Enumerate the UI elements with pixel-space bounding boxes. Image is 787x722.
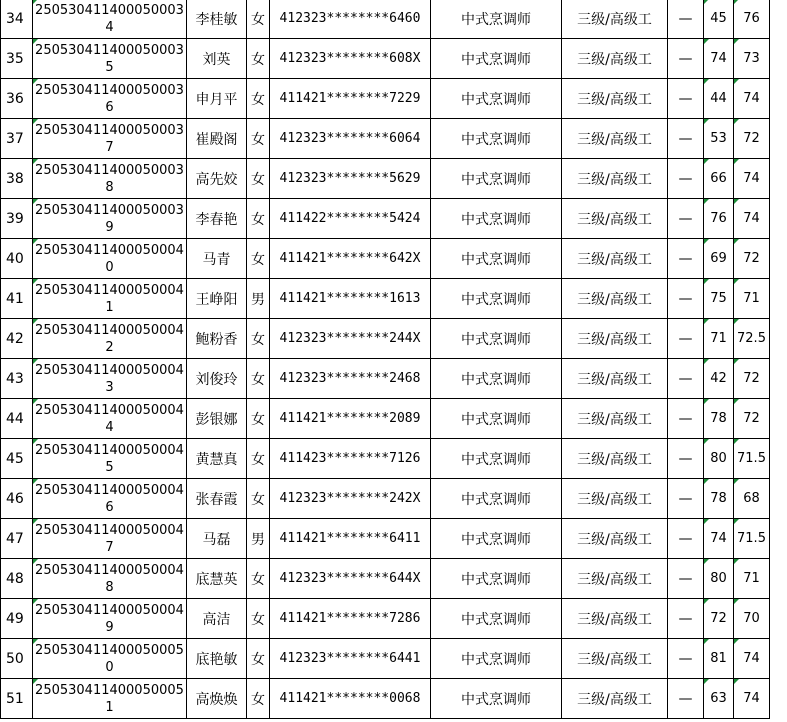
- cell-score-1[interactable]: 78: [704, 399, 734, 439]
- cell-name[interactable]: 黄慧真: [187, 439, 247, 479]
- cell-name[interactable]: 高洁: [187, 599, 247, 639]
- cell-score-1[interactable]: 44: [704, 79, 734, 119]
- cell-name[interactable]: 高焕焕: [187, 679, 247, 719]
- cell-name[interactable]: 张春霞: [187, 479, 247, 519]
- table-row: [1, 599, 770, 639]
- cell-registration-number[interactable]: 2505304114000500046: [33, 479, 187, 519]
- cell-id-number[interactable]: 412323********2468: [270, 359, 431, 399]
- table-row: [1, 639, 770, 679]
- cell-score-2[interactable]: 71.5: [734, 439, 770, 479]
- cell-name[interactable]: 高先姣: [187, 159, 247, 199]
- cell-row-number[interactable]: 49: [1, 599, 33, 639]
- table-row: [1, 479, 770, 519]
- cell-row-number[interactable]: 40: [1, 239, 33, 279]
- cell-gender[interactable]: 女: [247, 0, 270, 39]
- cell-mark[interactable]: —: [668, 79, 704, 119]
- cell-registration-number[interactable]: 2505304114000500034: [33, 0, 187, 39]
- table-row: [1, 39, 770, 79]
- cell-occupation[interactable]: 中式烹调师: [431, 479, 562, 519]
- cell-row-number[interactable]: 36: [1, 79, 33, 119]
- cell-id-number[interactable]: 411422********5424: [270, 199, 431, 239]
- cell-registration-number[interactable]: 2505304114000500036: [33, 79, 187, 119]
- cell-registration-number[interactable]: 2505304114000500048: [33, 559, 187, 599]
- cell-registration-number[interactable]: 2505304114000500044: [33, 399, 187, 439]
- cell-mark[interactable]: —: [668, 439, 704, 479]
- cell-name[interactable]: 李桂敏: [187, 0, 247, 39]
- cell-registration-number[interactable]: 2505304114000500037: [33, 119, 187, 159]
- cell-gender[interactable]: 女: [247, 359, 270, 399]
- cell-row-number[interactable]: 35: [1, 39, 33, 79]
- cell-score-1[interactable]: 80: [704, 559, 734, 599]
- cell-occupation[interactable]: 中式烹调师: [431, 39, 562, 79]
- cell-id-number[interactable]: 412323********6460: [270, 0, 431, 39]
- cell-gender[interactable]: 女: [247, 119, 270, 159]
- table-row: [1, 0, 770, 39]
- cell-level[interactable]: 三级/高级工: [562, 639, 668, 679]
- cell-score-2[interactable]: 73: [734, 39, 770, 79]
- cell-mark[interactable]: —: [668, 119, 704, 159]
- cell-id-number[interactable]: 411421********7229: [270, 79, 431, 119]
- cell-registration-number[interactable]: 2505304114000500041: [33, 279, 187, 319]
- cell-occupation[interactable]: 中式烹调师: [431, 679, 562, 719]
- table-row: [1, 239, 770, 279]
- cell-gender[interactable]: 女: [247, 559, 270, 599]
- cell-occupation[interactable]: 中式烹调师: [431, 399, 562, 439]
- cell-level[interactable]: 三级/高级工: [562, 279, 668, 319]
- cell-row-number[interactable]: 43: [1, 359, 33, 399]
- cell-name[interactable]: 鲍粉香: [187, 319, 247, 359]
- cell-mark[interactable]: —: [668, 519, 704, 559]
- cell-id-number[interactable]: 412323********5629: [270, 159, 431, 199]
- table-row: [1, 199, 770, 239]
- table-row: [1, 119, 770, 159]
- table-row: [1, 359, 770, 399]
- cell-id-number[interactable]: 411421********7286: [270, 599, 431, 639]
- cell-gender[interactable]: 女: [247, 599, 270, 639]
- cell-level[interactable]: 三级/高级工: [562, 119, 668, 159]
- cell-level[interactable]: 三级/高级工: [562, 599, 668, 639]
- cell-occupation[interactable]: 中式烹调师: [431, 599, 562, 639]
- cell-score-2[interactable]: 72: [734, 359, 770, 399]
- cell-gender[interactable]: 女: [247, 639, 270, 679]
- cell-score-2[interactable]: 72: [734, 119, 770, 159]
- table-row: [1, 559, 770, 599]
- cell-id-number[interactable]: 411423********7126: [270, 439, 431, 479]
- cell-occupation[interactable]: 中式烹调师: [431, 519, 562, 559]
- cell-registration-number[interactable]: 2505304114000500045: [33, 439, 187, 479]
- cell-score-1[interactable]: 63: [704, 679, 734, 719]
- cell-occupation[interactable]: 中式烹调师: [431, 159, 562, 199]
- table-row: [1, 279, 770, 319]
- cell-occupation[interactable]: 中式烹调师: [431, 559, 562, 599]
- cell-id-number[interactable]: 412323********242X: [270, 479, 431, 519]
- cell-id-number[interactable]: 411421********6411: [270, 519, 431, 559]
- cell-id-number[interactable]: 411421********0068: [270, 679, 431, 719]
- cell-occupation[interactable]: 中式烹调师: [431, 79, 562, 119]
- cell-registration-number[interactable]: 2505304114000500047: [33, 519, 187, 559]
- cell-mark[interactable]: —: [668, 159, 704, 199]
- cell-score-1[interactable]: 69: [704, 239, 734, 279]
- cell-registration-number[interactable]: 2505304114000500040: [33, 239, 187, 279]
- cell-score-2[interactable]: 71.5: [734, 519, 770, 559]
- cell-score-1[interactable]: 42: [704, 359, 734, 399]
- cell-mark[interactable]: —: [668, 559, 704, 599]
- cell-registration-number[interactable]: 2505304114000500043: [33, 359, 187, 399]
- cell-gender[interactable]: 女: [247, 439, 270, 479]
- cell-level[interactable]: 三级/高级工: [562, 159, 668, 199]
- table-body: [1, 0, 770, 719]
- cell-occupation[interactable]: 中式烹调师: [431, 0, 562, 39]
- cell-level[interactable]: 三级/高级工: [562, 359, 668, 399]
- cell-row-number[interactable]: 34: [1, 0, 33, 39]
- cell-name[interactable]: 底艳敏: [187, 639, 247, 679]
- cell-gender[interactable]: 女: [247, 159, 270, 199]
- cell-level[interactable]: 三级/高级工: [562, 0, 668, 39]
- cell-mark[interactable]: —: [668, 279, 704, 319]
- cell-gender[interactable]: 女: [247, 399, 270, 439]
- cell-name[interactable]: 马磊: [187, 519, 247, 559]
- cell-row-number[interactable]: 48: [1, 559, 33, 599]
- cell-row-number[interactable]: 38: [1, 159, 33, 199]
- cell-score-1[interactable]: 53: [704, 119, 734, 159]
- cell-occupation[interactable]: 中式烹调师: [431, 199, 562, 239]
- cell-registration-number[interactable]: 2505304114000500039: [33, 199, 187, 239]
- cell-occupation[interactable]: 中式烹调师: [431, 319, 562, 359]
- cell-level[interactable]: 三级/高级工: [562, 199, 668, 239]
- cell-registration-number[interactable]: 2505304114000500049: [33, 599, 187, 639]
- cell-row-number[interactable]: 42: [1, 319, 33, 359]
- cell-name[interactable]: 刘俊玲: [187, 359, 247, 399]
- cell-row-number[interactable]: 44: [1, 399, 33, 439]
- cell-score-1[interactable]: 66: [704, 159, 734, 199]
- cell-name[interactable]: 申月平: [187, 79, 247, 119]
- cell-gender[interactable]: 女: [247, 479, 270, 519]
- cell-score-2[interactable]: 76: [734, 0, 770, 39]
- cell-gender[interactable]: 男: [247, 279, 270, 319]
- cell-score-2[interactable]: 74: [734, 199, 770, 239]
- cell-occupation[interactable]: 中式烹调师: [431, 439, 562, 479]
- cell-mark[interactable]: —: [668, 679, 704, 719]
- cell-id-number[interactable]: 411421********2089: [270, 399, 431, 439]
- cell-level[interactable]: 三级/高级工: [562, 439, 668, 479]
- cell-occupation[interactable]: 中式烹调师: [431, 639, 562, 679]
- cell-id-number[interactable]: 411421********1613: [270, 279, 431, 319]
- cell-registration-number[interactable]: 2505304114000500035: [33, 39, 187, 79]
- cell-registration-number[interactable]: 2505304114000500050: [33, 639, 187, 679]
- table-row: [1, 399, 770, 439]
- cell-row-number[interactable]: 41: [1, 279, 33, 319]
- cell-row-number[interactable]: 47: [1, 519, 33, 559]
- cell-occupation[interactable]: 中式烹调师: [431, 119, 562, 159]
- cell-level[interactable]: 三级/高级工: [562, 479, 668, 519]
- cell-mark[interactable]: —: [668, 199, 704, 239]
- cell-score-2[interactable]: 70: [734, 599, 770, 639]
- cell-registration-number[interactable]: 2505304114000500051: [33, 679, 187, 719]
- cell-score-1[interactable]: 74: [704, 519, 734, 559]
- cell-id-number[interactable]: 412323********6064: [270, 119, 431, 159]
- cell-id-number[interactable]: 412323********608X: [270, 39, 431, 79]
- cell-gender[interactable]: 女: [247, 239, 270, 279]
- cell-gender[interactable]: 女: [247, 39, 270, 79]
- cell-id-number[interactable]: 412323********644X: [270, 559, 431, 599]
- cell-score-1[interactable]: 75: [704, 279, 734, 319]
- cell-score-2[interactable]: 74: [734, 79, 770, 119]
- cell-score-1[interactable]: 74: [704, 39, 734, 79]
- cell-row-number[interactable]: 45: [1, 439, 33, 479]
- cell-mark[interactable]: —: [668, 359, 704, 399]
- cell-registration-number[interactable]: 2505304114000500038: [33, 159, 187, 199]
- table-row: [1, 679, 770, 719]
- cell-name[interactable]: 马青: [187, 239, 247, 279]
- cell-score-1[interactable]: 81: [704, 639, 734, 679]
- table-row: [1, 79, 770, 119]
- cell-id-number[interactable]: 412323********6441: [270, 639, 431, 679]
- cell-score-1[interactable]: 71: [704, 319, 734, 359]
- cell-score-2[interactable]: 74: [734, 639, 770, 679]
- cell-row-number[interactable]: 39: [1, 199, 33, 239]
- cell-score-1[interactable]: 78: [704, 479, 734, 519]
- cell-level[interactable]: 三级/高级工: [562, 319, 668, 359]
- cell-row-number[interactable]: 37: [1, 119, 33, 159]
- cell-level[interactable]: 三级/高级工: [562, 239, 668, 279]
- cell-occupation[interactable]: 中式烹调师: [431, 239, 562, 279]
- cell-level[interactable]: 三级/高级工: [562, 679, 668, 719]
- cell-score-1[interactable]: 76: [704, 199, 734, 239]
- cell-occupation[interactable]: 中式烹调师: [431, 279, 562, 319]
- cell-score-2[interactable]: 71: [734, 559, 770, 599]
- cell-gender[interactable]: 男: [247, 519, 270, 559]
- cell-mark[interactable]: —: [668, 479, 704, 519]
- table-row: [1, 159, 770, 199]
- cell-id-number[interactable]: 412323********244X: [270, 319, 431, 359]
- cell-score-2[interactable]: 71: [734, 279, 770, 319]
- cell-id-number[interactable]: 411421********642X: [270, 239, 431, 279]
- table-row: [1, 439, 770, 479]
- cell-mark[interactable]: —: [668, 599, 704, 639]
- cell-name[interactable]: 李春艳: [187, 199, 247, 239]
- cell-score-1[interactable]: 80: [704, 439, 734, 479]
- cell-score-1[interactable]: 72: [704, 599, 734, 639]
- cell-name[interactable]: 彭银娜: [187, 399, 247, 439]
- cell-row-number[interactable]: 51: [1, 679, 33, 719]
- cell-level[interactable]: 三级/高级工: [562, 79, 668, 119]
- cell-mark[interactable]: —: [668, 399, 704, 439]
- cell-mark[interactable]: —: [668, 319, 704, 359]
- cell-gender[interactable]: 女: [247, 79, 270, 119]
- cell-mark[interactable]: —: [668, 639, 704, 679]
- cell-row-number[interactable]: 50: [1, 639, 33, 679]
- cell-score-2[interactable]: 68: [734, 479, 770, 519]
- cell-mark[interactable]: —: [668, 0, 704, 39]
- cell-registration-number[interactable]: 2505304114000500042: [33, 319, 187, 359]
- cell-name[interactable]: 刘英: [187, 39, 247, 79]
- cell-mark[interactable]: —: [668, 239, 704, 279]
- cell-level[interactable]: 三级/高级工: [562, 39, 668, 79]
- table-row: [1, 319, 770, 359]
- cell-score-2[interactable]: 72.5: [734, 319, 770, 359]
- cell-name[interactable]: 王峥阳: [187, 279, 247, 319]
- cell-name[interactable]: 崔殿阁: [187, 119, 247, 159]
- cell-gender[interactable]: 女: [247, 199, 270, 239]
- cell-level[interactable]: 三级/高级工: [562, 519, 668, 559]
- cell-gender[interactable]: 女: [247, 319, 270, 359]
- cell-row-number[interactable]: 46: [1, 479, 33, 519]
- cell-score-2[interactable]: 72: [734, 239, 770, 279]
- cell-score-1[interactable]: 45: [704, 0, 734, 39]
- cell-level[interactable]: 三级/高级工: [562, 399, 668, 439]
- cell-mark[interactable]: —: [668, 39, 704, 79]
- cell-score-2[interactable]: 72: [734, 399, 770, 439]
- cell-name[interactable]: 底慧英: [187, 559, 247, 599]
- cell-score-2[interactable]: 74: [734, 679, 770, 719]
- cell-gender[interactable]: 女: [247, 679, 270, 719]
- cell-occupation[interactable]: 中式烹调师: [431, 359, 562, 399]
- table-row: [1, 519, 770, 559]
- cell-level[interactable]: 三级/高级工: [562, 559, 668, 599]
- cell-score-2[interactable]: 74: [734, 159, 770, 199]
